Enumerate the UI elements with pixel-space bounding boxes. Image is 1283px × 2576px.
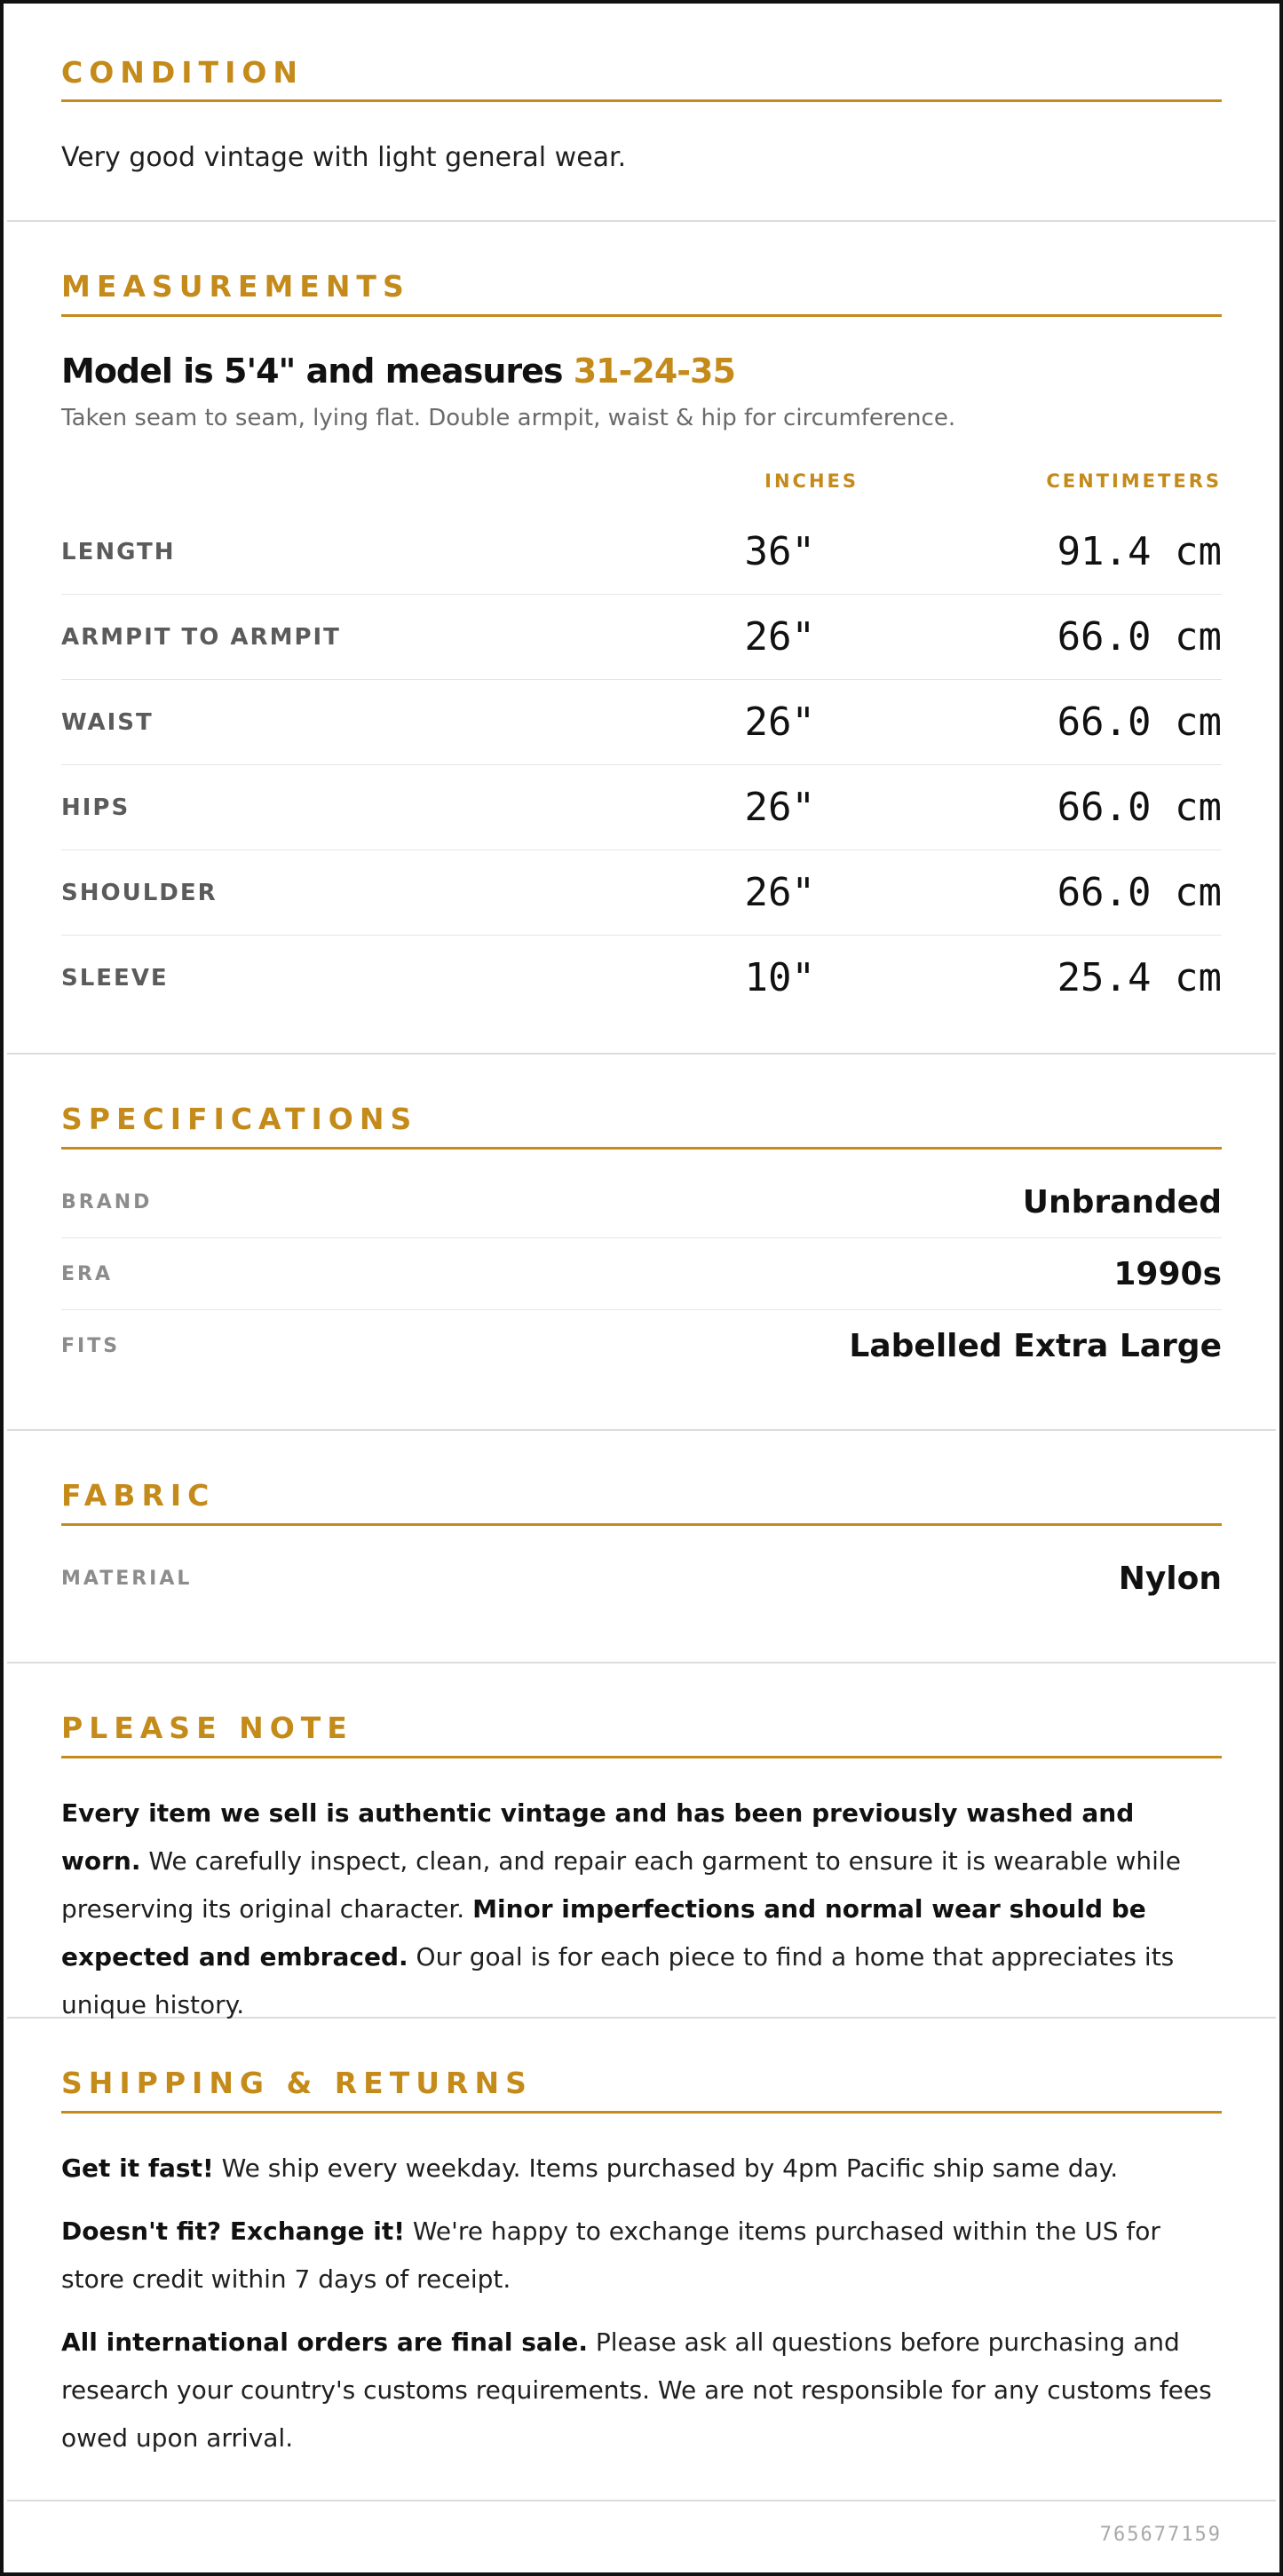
shipping-paragraph-1 [61, 2145, 1222, 2193]
please-note-text-1: We carefully inspect, clean, and repair each garment to ensure it is wearable while preserving its original character. [61, 1846, 1181, 1924]
shipping-p1-bold: Get it fast! [61, 2153, 214, 2183]
spec-row-era [61, 1238, 1222, 1310]
measurement-centimeters: 91.4 cm [1057, 529, 1222, 574]
condition-heading: CONDITION [61, 55, 305, 90]
measurement-inches: 26" [744, 614, 815, 660]
shipping-paragraph-3 [61, 2319, 1222, 2462]
specifications-heading: SPECIFICATIONS [61, 1102, 418, 1136]
measurement-centimeters: 66.0 cm [1057, 614, 1222, 660]
please-note-heading: PLEASE NOTE [61, 1711, 353, 1745]
measurement-centimeters: 66.0 cm [1057, 699, 1222, 745]
spec-value: Unbranded [1022, 1183, 1222, 1221]
measurement-row-waist [61, 680, 1222, 765]
measurement-row-armpit [61, 595, 1222, 680]
please-note-text-2: Our goal is for each piece to find a home that appreciates its unique history. [61, 1942, 1175, 2019]
spec-value: Labelled Extra Large [849, 1327, 1222, 1364]
model-measurements-figure: 31-24-35 [573, 352, 735, 391]
measurement-row-sleeve [61, 936, 1222, 1020]
shipping-p2-bold: Doesn't fit? Exchange it! [61, 2216, 405, 2246]
measurement-label: LENGTH [61, 538, 176, 565]
measurements-note: Taken seam to seam, lying flat. Double armpit, waist & hip for circumference. [61, 405, 956, 431]
shipping-p1-text: We ship every weekday. Items purchased by 4pm Pacific ship same day. [213, 2153, 1119, 2183]
shipping-p3-bold: All international orders are final sale. [61, 2327, 589, 2357]
measurement-label: ARMPIT TO ARMPIT [61, 623, 341, 651]
measurement-inches: 10" [744, 955, 815, 1000]
fabric-label: MATERIAL [61, 1567, 193, 1590]
spec-row-fits [61, 1310, 1222, 1381]
fabric-heading: FABRIC [61, 1478, 216, 1513]
shipping-p3-text: Please ask all questions before purchasing and research your country's customs requirements. We are not responsible for any customs fees owed upon arrival. [61, 2327, 1212, 2453]
measurements-heading: MEASUREMENTS [61, 269, 410, 304]
measurement-inches: 36" [744, 529, 815, 574]
condition-section [7, 4, 1276, 222]
specifications-rule [61, 1147, 1222, 1150]
please-note-bold-2: Minor imperfections and normal wear should be expected and embraced. [61, 1894, 1146, 1972]
fabric-row-material [61, 1543, 1222, 1614]
measurement-inches: 26" [744, 699, 815, 745]
fabric-section [7, 1431, 1276, 1663]
measurement-label: HIPS [61, 794, 131, 821]
please-note-section [7, 1663, 1276, 2019]
fabric-value: Nylon [1118, 1560, 1222, 1597]
measurement-centimeters: 66.0 cm [1057, 870, 1222, 915]
fabric-rule [61, 1523, 1222, 1526]
spec-row-brand [61, 1166, 1222, 1238]
measurement-centimeters: 66.0 cm [1057, 785, 1222, 830]
measurement-inches: 26" [744, 785, 815, 830]
condition-text: Very good vintage with light general wear. [61, 142, 627, 173]
measurement-label: SLEEVE [61, 964, 169, 992]
condition-rule [61, 99, 1222, 102]
shipping-rule [61, 2111, 1222, 2114]
spec-label: ERA [61, 1262, 113, 1285]
model-measurements-prefix: Model is 5'4" and measures [61, 352, 574, 391]
measurement-centimeters: 25.4 cm [1057, 955, 1222, 1000]
column-header-centimeters: CENTIMETERS [1046, 470, 1222, 492]
spec-value: 1990s [1113, 1255, 1222, 1292]
spec-label: BRAND [61, 1190, 153, 1213]
item-sku: 765677159 [1099, 2524, 1222, 2546]
shipping-paragraph-2 [61, 2208, 1222, 2303]
shipping-section [7, 2019, 1276, 2501]
shipping-heading: SHIPPING & RETURNS [61, 2066, 533, 2100]
measurement-row-shoulder [61, 850, 1222, 936]
column-header-inches: INCHES [764, 470, 859, 492]
measurements-rule [61, 314, 1222, 317]
measurement-label: WAIST [61, 708, 154, 736]
shipping-p2-text: We're happy to exchange items purchased within the US for store credit within 7 days of receipt. [61, 2216, 1160, 2294]
measurement-row-length [61, 510, 1222, 595]
please-note-bold-1: Every item we sell is authentic vintage and has been previously washed and worn. [61, 1798, 1135, 1876]
please-note-rule [61, 1756, 1222, 1758]
measurement-row-hips [61, 765, 1222, 850]
measurement-inches: 26" [744, 870, 815, 915]
specifications-section [7, 1055, 1276, 1431]
please-note-text [61, 1790, 1222, 2029]
model-measurements-title [61, 352, 735, 391]
measurements-section [7, 222, 1276, 1055]
measurement-label: SHOULDER [61, 879, 218, 906]
spec-label: FITS [61, 1334, 121, 1357]
